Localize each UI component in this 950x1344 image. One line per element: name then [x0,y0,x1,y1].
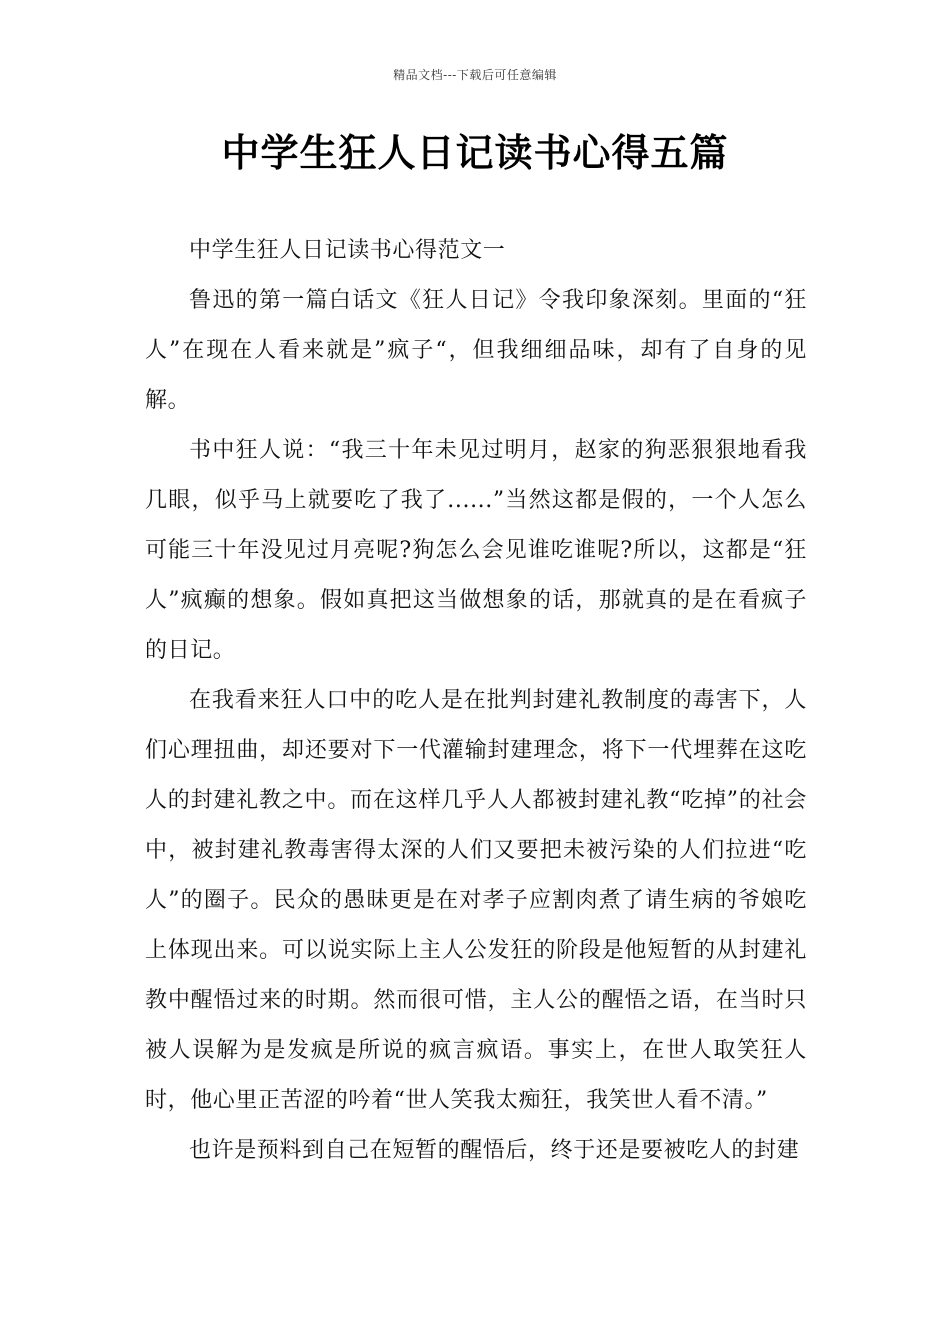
paragraph: 在我看来狂人口中的吃人是在批判封建礼教制度的毒害下，人们心理扭曲，却还要对下一代灌输封建理念，将下一代埋葬在这吃人的封建礼教之中。而在这样几乎人人都被封建礼教“吃掉”的社会中，被封建礼教毒害得太深的人们又要把未被污染的人们拉进“吃人”的圈子。民众的愚昧更是在对孝子应割肉煮了请生病的爷娘吃上体现出来。可以说实际上主人公发狂的阶段是他短暂的从封建礼教中醒悟过来的时期。然而很可惜，主人公的醒悟之语，在当时只被人误解为是发疯是所说的疯言疯语。事实上，在世人取笑狂人时，他心里正苦涩的吟着“世人笑我太痴狂，我笑世人看不清。” [145,688,807,1113]
header-note: 精品文档---下载后可任意编辑 [393,68,557,82]
paragraph: 也许是预料到自己在短暂的醒悟后，终于还是要被吃人的封建 [189,1138,800,1163]
paragraph: 书中狂人说：“我三十年未见过明月，赵家的狗恶狠狠地看我几眼，似乎马上就要吃了我了......”当然这都是假的，一个人怎么可能三十年没见过月亮呢?狗怎么会见谁吃谁呢?所以，这都是“狂人”疯癫的想象。假如真把这当做想象的话，那就真的是在看疯子的日记。 [145,438,807,663]
section-heading: 中学生狂人日记读书心得范文一 [189,238,506,263]
document-title: 中学生狂人日记读书心得五篇 [221,130,729,175]
document-body [145,226,807,1176]
paragraph: 鲁迅的第一篇白话文《狂人日记》令我印象深刻。里面的“狂人”在现在人看来就是”疯子“，但我细细品味，却有了自身的见解。 [145,288,807,413]
